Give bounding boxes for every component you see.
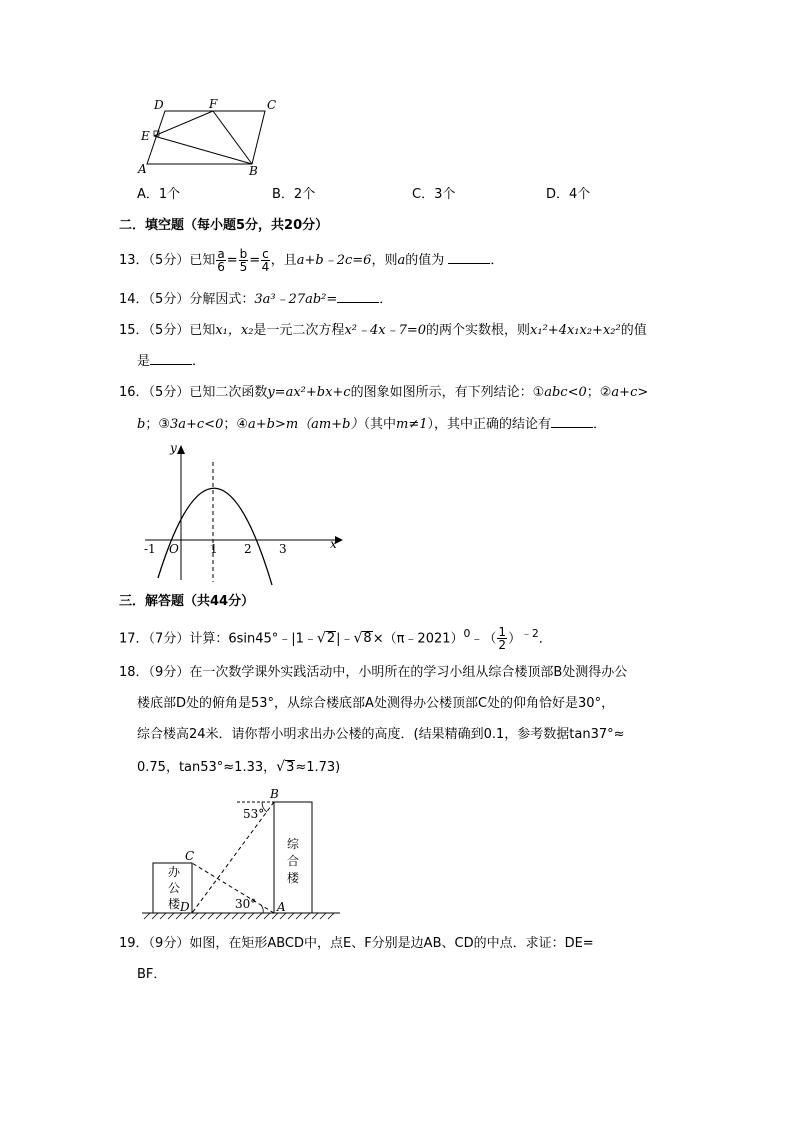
q13-tail: 的值为 [405, 253, 445, 268]
q13-fraction-b: $\frac{b}{5}$ [239, 247, 248, 274]
q17-mid4: ） [508, 631, 522, 647]
complex-building-label: 综 [287, 837, 300, 851]
q13-suffix: ，则 [371, 253, 398, 268]
q16-conclusion-1: abc<0 [544, 385, 587, 400]
segment-FB [213, 111, 252, 164]
q16-text-c: ；② [586, 385, 612, 400]
q18-line4-text: 0.75，tan53°≈1.33， [137, 760, 277, 775]
label-D: D [154, 98, 164, 112]
tick-label: 1 [210, 542, 218, 556]
q16-text-a: 16．（5分）已知二次函数 [119, 385, 268, 400]
label-C: C [267, 98, 277, 112]
question-15-line2 [137, 352, 205, 371]
question-16-line1 [119, 384, 648, 402]
q14-prefix: 14．（5分）分解因式： [119, 292, 255, 307]
question-13 [119, 248, 503, 273]
question-19-line2: BF． [137, 967, 167, 982]
section3-heading: 三．解答题（共44分） [119, 594, 255, 609]
q16-text-d: ；③ [145, 417, 170, 432]
x-axis-label: x [330, 537, 337, 551]
q17-mid3: ﹣（ [470, 631, 497, 647]
q17-radicand-1: 2 [326, 631, 336, 647]
label-C: C [185, 849, 195, 863]
parallelogram-figure [130, 96, 290, 178]
segment-EB [154, 136, 252, 164]
q13-prefix: 13．（5分）已知 [119, 253, 216, 268]
q16-text-b: 的图象如图所示，有下列结论：① [350, 385, 545, 400]
label-E: E [141, 129, 150, 143]
label-A: A [138, 162, 147, 176]
sqrt-icon: √ [316, 630, 326, 647]
label-F: F [209, 97, 218, 111]
answer-blank-14[interactable] [337, 290, 379, 303]
angle-arc-30 [261, 905, 263, 913]
option-a: A．1个 [137, 187, 181, 202]
q13-expression: a+b﹣2c=6 [296, 253, 372, 268]
sqrt-icon: √ [276, 759, 286, 775]
q15-text-c: 的两个实数根，则 [426, 323, 531, 338]
q16-end: ． [593, 417, 607, 432]
angle-53-label: 53° [243, 807, 265, 821]
question-19-line1: 19．（9分）如图，在矩形ABCD中，点E、F分别是边AB、CD的中点．求证：DE= [119, 936, 594, 951]
q15-text-d: 的值 [620, 323, 647, 338]
q13-fraction-a: $\frac{a}{6}$ [217, 247, 225, 274]
y-axis-arrow [177, 445, 185, 454]
question-17 [119, 622, 552, 651]
question-15-line1 [119, 322, 647, 340]
answer-blank-13[interactable] [448, 251, 490, 264]
q17-end: ． [538, 631, 552, 647]
q16-function: y=ax²+bx+c [267, 385, 351, 400]
complex-building-label: 楼 [287, 871, 300, 885]
option-b: B．2个 [272, 187, 316, 202]
office-building-label: 公 [168, 881, 181, 895]
q13-eq2: = [249, 253, 261, 268]
q14-expression: 3a³﹣27ab²= [254, 292, 338, 307]
question-14 [119, 290, 392, 309]
q17-fraction: $\frac{1}{2}$ [498, 625, 507, 653]
parabola-curve [158, 488, 272, 585]
question-18-line3: 综合楼高24米．请你帮小明求出办公楼的高度．(结果精确到0.1，参考数据tan37°≈ [137, 727, 625, 742]
label-B: B [270, 787, 279, 801]
segment-EF [154, 111, 213, 136]
angle-30-label: 30° [235, 897, 257, 911]
q17-exponent-0: 0 [463, 627, 471, 640]
question-16-line2 [137, 415, 606, 434]
buildings-figure [140, 785, 340, 920]
q15-roots: x₁，x₂ [215, 323, 254, 338]
label-A: A [277, 900, 286, 914]
y-axis-label: y [170, 441, 177, 455]
q16-text-e: ；④ [223, 417, 248, 432]
q16-conclusion-2: a+c> [611, 385, 649, 400]
origin-label: O [169, 542, 179, 556]
q13-eq1: = [226, 253, 238, 268]
office-building-label: 楼 [168, 897, 181, 911]
q16-text-f: （其中 [363, 417, 396, 432]
q17-prefix: 17．（7分）计算：6sin45°﹣|1﹣ [119, 631, 317, 647]
q16-conclusion-4: a+b>m（am+b） [248, 417, 364, 432]
ground-hatch [144, 913, 334, 919]
option-c: C．3个 [412, 187, 456, 202]
q17-mid1: |﹣ [336, 631, 354, 647]
parallelogram-outline [147, 111, 265, 164]
tick-label: 3 [279, 542, 287, 556]
q17-exponent-neg2: ﹣2 [521, 627, 539, 640]
q14-end: ． [379, 292, 393, 307]
tick-label: -1 [144, 542, 156, 556]
question-18-line2: 楼底部D处的俯角是53°，从综合楼底部A处测得办公楼顶部C处的仰角恰好是30°， [137, 696, 615, 711]
office-building-label: 办 [168, 865, 181, 879]
q17-radicand-2: 8 [363, 631, 372, 647]
q15-equation: x²﹣4x﹣7=0 [344, 323, 427, 338]
section2-heading: 二．填空题（每小题5分，共20分） [119, 218, 329, 233]
sqrt-icon: √ [353, 630, 363, 647]
q13-mid: ，且 [270, 253, 297, 268]
q16-conclusion-2-end: b [137, 417, 146, 432]
q16-condition: m≠1 [396, 417, 428, 432]
q17-mid2: ×（π﹣2021） [372, 631, 464, 647]
q15-end: ． [192, 354, 206, 369]
q13-var: a [397, 253, 406, 268]
tick-label: 2 [244, 542, 252, 556]
answer-blank-15[interactable] [150, 352, 192, 365]
q16-text-g: ），其中正确的结论有 [427, 417, 552, 432]
answer-blank-16[interactable] [551, 415, 593, 428]
label-B: B [249, 164, 258, 178]
q18-line4-end: ≈1.73) [295, 760, 341, 775]
complex-building-label: 合 [287, 854, 300, 868]
q15-text-b: 是一元二次方程 [253, 323, 345, 338]
parabola-graph [140, 440, 350, 585]
q15-line2-text: 是 [137, 354, 151, 369]
q15-expression: x₁²+4x₁x₂+x₂² [530, 323, 621, 338]
q15-text-a: 15．（5分）已知 [119, 323, 216, 338]
q16-conclusion-3: 3a+c<0 [169, 417, 224, 432]
question-18-line4 [137, 758, 340, 777]
question-18-line1: 18．（9分）在一次数学课外实践活动中，小明所在的学习小组从综合楼顶部B处测得办公 [119, 665, 628, 680]
q18-radicand: 3 [286, 760, 295, 775]
option-d: D．4个 [546, 187, 591, 202]
label-D: D [180, 900, 190, 914]
q13-fraction-c: $\frac{c}{4}$ [261, 247, 270, 274]
q13-end: ． [490, 253, 504, 268]
